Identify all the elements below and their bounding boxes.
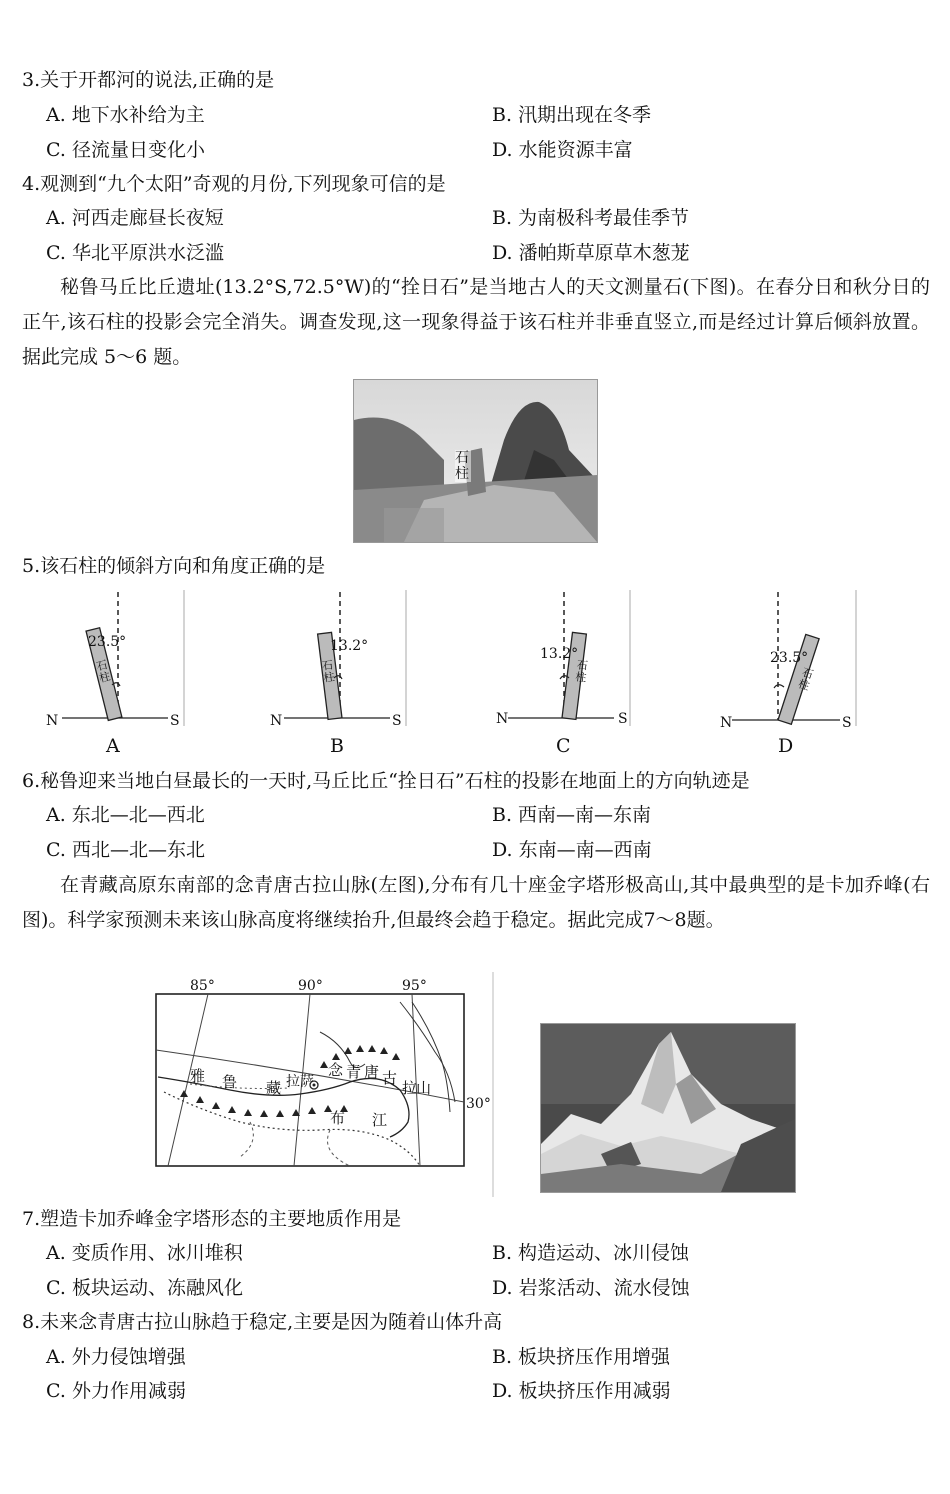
- option-d-south: S: [842, 715, 852, 731]
- q5-stem: 5.该石柱的倾斜方向和角度正确的是: [22, 555, 326, 577]
- map-lon-90: 90°: [298, 978, 323, 994]
- q7-stem: 7.塑造卡加乔峰金字塔形态的主要地质作用是: [22, 1208, 402, 1230]
- q3-option-d: D. 水能资源丰富: [492, 139, 633, 161]
- map-lon-85: 85°: [190, 978, 215, 994]
- q3-stem: 3.关于开都河的说法,正确的是: [22, 69, 275, 91]
- option-d-north: N: [720, 715, 733, 731]
- option-b-pillar: 石柱: [321, 658, 336, 685]
- map-range-char-4: 古: [382, 1069, 398, 1087]
- q3-option-b: B. 汛期出现在冬季: [492, 104, 652, 126]
- q7-option-d: D. 岩浆活动、流水侵蚀: [492, 1277, 690, 1299]
- option-c-pillar: 石柱: [574, 658, 589, 685]
- option-b-diagram: [262, 590, 412, 760]
- q7-option-c: C. 板块运动、冻融风化: [46, 1277, 243, 1299]
- machu-picchu-photo: [353, 379, 598, 543]
- tibet-map: [150, 972, 495, 1197]
- q8-option-a: A. 外力侵蚀增强: [46, 1346, 186, 1368]
- option-b-letter: B: [330, 735, 344, 757]
- map-range-char-6: 山: [416, 1079, 432, 1097]
- q8-option-c: C. 外力作用减弱: [46, 1380, 186, 1402]
- option-d-letter: D: [778, 735, 794, 757]
- passage-intihuatana: 秘鲁马丘比丘遗址(13.2°S,72.5°W)的“拴日石”是当地古人的天文测量石(下图)。在春分日和秋分日的正午,该石柱的投影会完全消失。调查发现,这一现象得益于该石柱并非垂直竖立,而是经过计算后倾斜放置。据此完成 5～6 题。: [22, 276, 930, 368]
- q8-option-b: B. 板块挤压作用增强: [492, 1346, 671, 1368]
- option-c-angle: 13.2°: [540, 646, 579, 662]
- q4-stem: 4.观测到“九个太阳”奇观的月份,下列现象可信的是: [22, 173, 446, 195]
- q6-stem: 6.秘鲁迎来当地白昼最长的一天时,马丘比丘“拴日石”石柱的投影在地面上的方向轨迹是: [22, 770, 750, 792]
- q7-option-a: A. 变质作用、冰川堆积: [46, 1242, 243, 1264]
- map-range-char-1: 念: [328, 1061, 344, 1079]
- map-river-char-3: 藏: [266, 1079, 282, 1097]
- option-a-letter: A: [106, 735, 120, 757]
- q6-option-b: B. 西南—南—东南: [492, 804, 652, 826]
- q7-option-b: B. 构造运动、冰川侵蚀: [492, 1242, 690, 1264]
- q6-option-c: C. 西北—北—东北: [46, 839, 205, 861]
- option-d-angle: 23.5°: [770, 650, 809, 666]
- q4-option-c: C. 华北平原洪水泛滥: [46, 242, 224, 264]
- q4-option-d: D. 潘帕斯草原草木葱茏: [492, 242, 690, 264]
- map-range-char-2: 青: [346, 1063, 362, 1081]
- option-b-north: N: [270, 713, 283, 729]
- map-lat-30: 30°: [466, 1096, 491, 1112]
- option-a-diagram: [40, 590, 190, 760]
- q4-option-a: A. 河西走廊昼长夜短: [46, 207, 224, 229]
- map-river-char-5: 江: [372, 1111, 388, 1129]
- map-river-char-4: 布: [330, 1109, 346, 1127]
- pillar-label: 石柱: [455, 450, 469, 482]
- option-c-south: S: [618, 711, 628, 727]
- q6-option-d: D. 东南—南—西南: [492, 839, 652, 861]
- option-b-angle: 13.2°: [330, 638, 369, 654]
- option-a-pillar: 石柱: [95, 658, 112, 686]
- q6-option-a: A. 东北—北—西北: [46, 804, 205, 826]
- q8-stem: 8.未来念青唐古拉山脉趋于稳定,主要是因为随着山体升高: [22, 1311, 503, 1333]
- option-b-south: S: [392, 713, 402, 729]
- map-range-char-5: 拉: [402, 1079, 418, 1097]
- q3-option-a: A. 地下水补给为主: [46, 104, 205, 126]
- option-c-diagram: [486, 590, 636, 760]
- option-a-north: N: [46, 713, 59, 729]
- map-river-char-1: 雅: [190, 1067, 206, 1085]
- map-river-char-2: 鲁: [222, 1073, 238, 1091]
- option-c-letter: C: [556, 735, 571, 757]
- map-lon-95: 95°: [402, 978, 427, 994]
- option-d-pillar: 石柱: [796, 665, 815, 693]
- q4-option-b: B. 为南极科考最佳季节: [492, 207, 690, 229]
- q8-option-d: D. 板块挤压作用减弱: [492, 1380, 671, 1402]
- map-city-lhasa: 拉萨: [286, 1074, 314, 1090]
- option-a-south: S: [170, 713, 180, 729]
- kajaqiao-peak-photo: [540, 1023, 796, 1193]
- option-c-north: N: [496, 711, 509, 727]
- passage-nyainqentanglha: 在青藏高原东南部的念青唐古拉山脉(左图),分布有几十座金字塔形极高山,其中最典型的是卡加乔峰(右图)。科学家预测未来该山脉高度将继续抬升,但最终会趋于稳定。据此完成7～8题。: [22, 874, 930, 931]
- option-a-angle: 23.5°: [88, 634, 127, 650]
- q3-option-c: C. 径流量日变化小: [46, 139, 205, 161]
- map-range-char-3: 唐: [364, 1063, 380, 1081]
- option-d-diagram: [712, 590, 862, 760]
